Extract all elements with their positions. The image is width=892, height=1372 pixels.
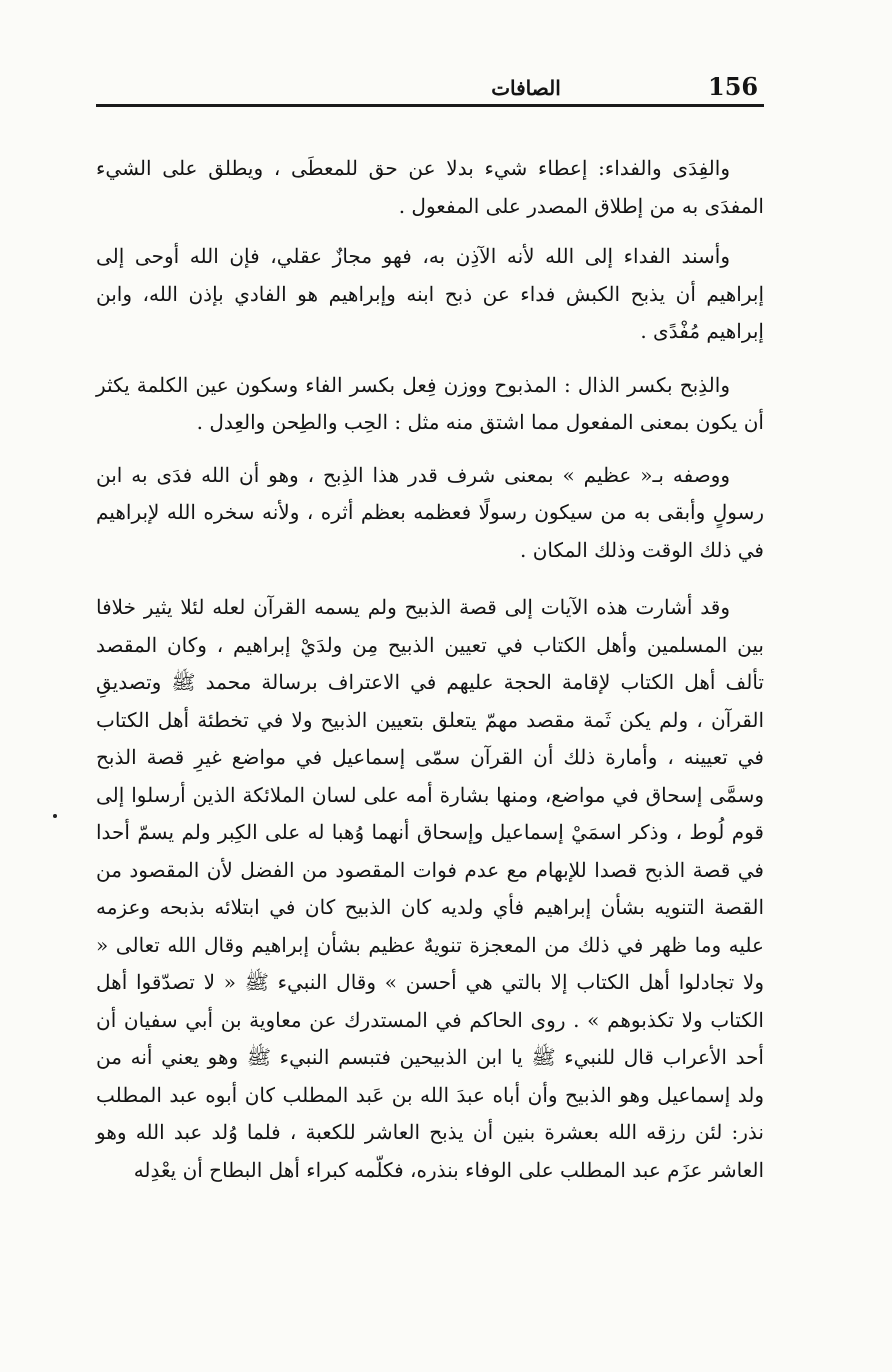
margin-speck: [53, 814, 57, 818]
page-header: [96, 66, 764, 108]
paragraph-fida-attribution: وأسند الفداء إلى الله لأنه الآذِن به، فهو مجازٌ عقلي، فإن الله أوحى إلى إبراهيم أن يذبح الكبش فداء عن ذبح ابنه وإبراهيم هو الفادي بإذن الله، وابن إبراهيم مُفْدًى .: [96, 244, 764, 343]
header-rule: [96, 104, 764, 107]
page-number: 156: [708, 72, 759, 101]
paragraph-azim-description: ووصفه بـ« عظيم » بمعنى شرف قدر هذا الذِبح ، وهو أن الله فدَى به ابن رسولٍ وأبقى به من سيكون رسولًا فعظمه بعظم أثره ، ولأنه سخره الله لإبراهيم في ذلك الوقت وذلك المكان .: [96, 462, 764, 562]
paragraph-dhibh-definition: والذِبح بكسر الذال : المذبوح ووزن فِعل بكسر الفاء وسكون عين الكلمة يكثر أن يكون بمعنى المفعول مما اشتق منه مثل : الحِب والطِحن والعِدل .: [96, 372, 764, 434]
paragraph-fida-definition: والفِدَى والفداء: إعطاء شيء بدلا عن حق للمعطَى ، ويطلق على الشيء المفدَى به من إطلاق المصدر على المفعول .: [96, 156, 764, 218]
paragraph-dhabih-story: وقد أشارت هذه الآيات إلى قصة الذبيح ولم يسمه القرآن لعله لئلا يثير خلافا بين المسلمين وأهل الكتاب في تعيين الذبيح مِن ولدَيْ إبراهيم ، وكان المقصد تألف أهل الكتاب لإقامة الحجة عليهم في الاعتراف برسالة محمد ﷺ وتصديقِ القرآن ، ولم يكن ثَمة مقصد مهمّ يتعلق بتعيين الذبيح ولا في تخطئة أهل الكتاب في تعيينه ، وأمارة ذلك أن القرآن سمّى إسماعيل في مواضع غيرِ قصة الذبح وسمَّى إسحاق في مواضع، ومنها بشارة أمه على لسان الملائكة الذين أرسلوا إلى قوم لُوط ، وذكر اسمَيْ إسماعيل وإسحاق أنهما وُهبا له على الكِبر ولم يسمّ أحدا في قصة الذبح قصدا للإبهام مع عدم فوات المقصود من الفضل لأن المقصود من القصة التنويه بشأن إبراهيم فأي ولديه كان الذبيح كان في ابتلائه بذبحه وعزمه عليه وما ظهر في ذلك من المعجزة تنويهٌ عظيم بشأن إبراهيم وقال الله تعالى « ولا تجادلوا أهل الكتاب إلا بالتي هي أحسن » وقال النبيء ﷺ « لا تصدّقوا أهل الكتاب ولا تكذبوهم » . روى الحاكم في المستدرك عن معاوية بن أبي سفيان أن أحد الأعراب قال للنبيء ﷺ يا ابن الذبيحين فتبسم النبيء ﷺ وهو يعني أنه من ولد إسماعيل وهو الذبيح وأن أباه عبدَ الله بن عَبد المطلب كان أبوه عبد المطلب نذر: لئن رزقه الله بعشرة بنين أن يذبح العاشر للكعبة ، فلما وُلد عبد الله وهو العاشر عزَم عبد المطلب على الوفاء بنذره، فكلّمه كبراء أهل البطاح أن يعْدِله: [96, 595, 764, 1182]
running-head: الصافات: [491, 76, 561, 100]
page-body: [96, 150, 764, 1189]
